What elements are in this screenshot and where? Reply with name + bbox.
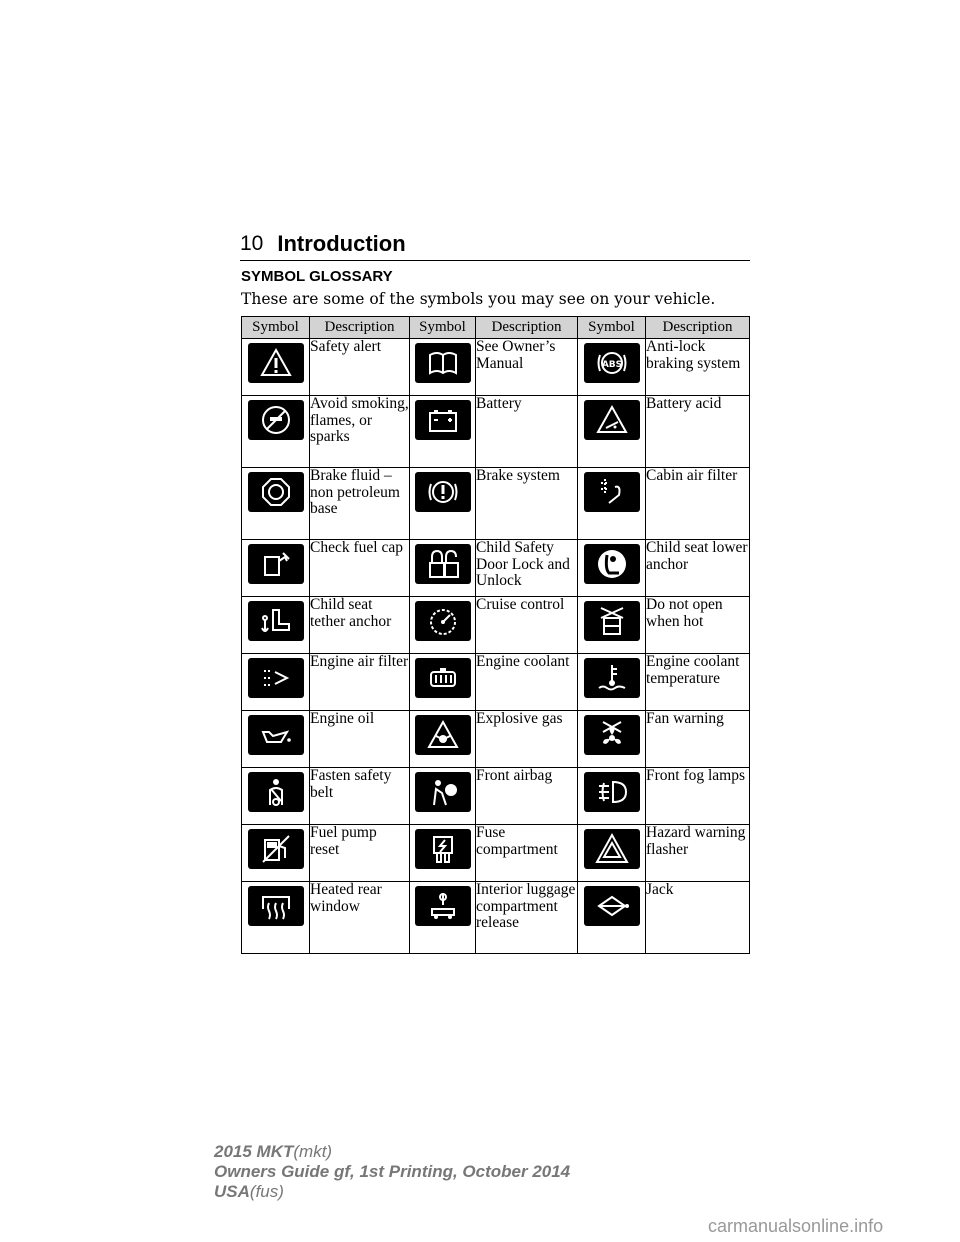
column-header: Description — [646, 317, 750, 339]
symbol-cell — [410, 597, 476, 654]
battery-icon — [415, 400, 471, 440]
page-footer — [214, 1142, 570, 1202]
brake-system-icon — [415, 472, 471, 512]
coolant-temperature-icon — [584, 658, 640, 698]
symbol-cell — [578, 882, 646, 954]
safety-alert-icon — [248, 343, 304, 383]
column-header: Description — [476, 317, 578, 339]
description-cell: Fuel pump reset — [310, 825, 410, 882]
engine-oil-icon — [248, 715, 304, 755]
symbol-cell — [410, 540, 476, 597]
description-cell: Cruise control — [476, 597, 578, 654]
airbag-icon — [415, 772, 471, 812]
child-seat-tether-icon — [248, 601, 304, 641]
svg-text:ABS: ABS — [601, 360, 622, 370]
hazard-icon — [584, 829, 640, 869]
column-header: Symbol — [578, 317, 646, 339]
seat-belt-icon — [248, 772, 304, 812]
table-row — [242, 597, 750, 654]
explosive-gas-icon — [415, 715, 471, 755]
symbol-cell — [410, 468, 476, 540]
description-cell: Child seat lower anchor — [646, 540, 750, 597]
symbol-cell — [242, 882, 310, 954]
fuel-pump-reset-icon — [248, 829, 304, 869]
description-cell: Fan warning — [646, 711, 750, 768]
table-header-row — [242, 317, 750, 339]
table-row — [242, 339, 750, 396]
description-cell: Child seat tether anchor — [310, 597, 410, 654]
symbol-cell — [578, 468, 646, 540]
symbol-cell — [578, 825, 646, 882]
symbol-cell — [242, 396, 310, 468]
symbol-cell — [578, 540, 646, 597]
column-header: Symbol — [410, 317, 476, 339]
symbol-cell — [242, 597, 310, 654]
description-cell: Cabin air filter — [646, 468, 750, 540]
description-cell: Avoid smoking, flames, or sparks — [310, 396, 410, 468]
table-row — [242, 654, 750, 711]
description-cell: Child Safety Door Lock and Unlock — [476, 540, 578, 597]
symbol-cell — [578, 396, 646, 468]
description-cell: Hazard warning flasher — [646, 825, 750, 882]
description-cell: Battery — [476, 396, 578, 468]
do-not-open-hot-icon — [584, 601, 640, 641]
child-seat-anchor-icon — [584, 544, 640, 584]
symbol-cell — [410, 711, 476, 768]
symbol-cell — [410, 396, 476, 468]
table-row — [242, 882, 750, 954]
description-cell: Front fog lamps — [646, 768, 750, 825]
table-row — [242, 711, 750, 768]
no-smoking-icon — [248, 400, 304, 440]
footer-region-code: (fus) — [249, 1182, 284, 1201]
description-cell: Do not open when hot — [646, 597, 750, 654]
symbol-cell — [410, 825, 476, 882]
symbol-cell — [578, 597, 646, 654]
symbol-cell — [242, 768, 310, 825]
description-cell: Engine oil — [310, 711, 410, 768]
cruise-control-icon — [415, 601, 471, 641]
table-row — [242, 540, 750, 597]
fuel-cap-icon — [248, 544, 304, 584]
description-cell: Fasten safety belt — [310, 768, 410, 825]
description-cell: Engine coolant temperature — [646, 654, 750, 711]
symbol-cell — [578, 711, 646, 768]
symbol-cell — [578, 339, 646, 396]
description-cell: Brake system — [476, 468, 578, 540]
cabin-air-filter-icon — [584, 472, 640, 512]
watermark: carmanualsonline.info — [708, 1216, 884, 1236]
column-header: Description — [310, 317, 410, 339]
column-header: Symbol — [242, 317, 310, 339]
symbol-cell — [242, 711, 310, 768]
page-header — [240, 230, 750, 261]
footer-guide: Owners Guide gf, 1st Printing, October 2014 — [214, 1162, 571, 1181]
description-cell: Battery acid — [646, 396, 750, 468]
symbol-glossary-table — [241, 316, 750, 954]
fan-warning-icon — [584, 715, 640, 755]
symbol-cell — [242, 540, 310, 597]
description-cell: Interior luggage compartment release — [476, 882, 578, 954]
symbol-cell — [410, 882, 476, 954]
table-row — [242, 768, 750, 825]
description-cell: Engine air filter — [310, 654, 410, 711]
footer-region: USA — [214, 1182, 250, 1201]
symbol-cell — [242, 468, 310, 540]
trunk-release-icon — [415, 886, 471, 926]
description-cell: See Owner’s Manual — [476, 339, 578, 396]
rear-defrost-icon — [248, 886, 304, 926]
owners-manual-icon — [415, 343, 471, 383]
engine-coolant-icon — [415, 658, 471, 698]
description-cell: Jack — [646, 882, 750, 954]
table-row — [242, 468, 750, 540]
page-number: 10 — [240, 232, 264, 255]
glossary-title: SYMBOL GLOSSARY — [241, 268, 393, 285]
symbol-cell — [578, 654, 646, 711]
battery-acid-icon — [584, 400, 640, 440]
intro-text: These are some of the symbols you may see on your vehicle. — [241, 290, 716, 308]
engine-air-filter-icon — [248, 658, 304, 698]
symbol-cell — [242, 339, 310, 396]
description-cell: Heated rear window — [310, 882, 410, 954]
footer-model-code: (mkt) — [293, 1142, 333, 1161]
fuse-icon — [415, 829, 471, 869]
fog-lamp-icon — [584, 772, 640, 812]
symbol-cell — [410, 654, 476, 711]
symbol-cell — [578, 768, 646, 825]
abs-icon — [584, 343, 640, 383]
footer-model: 2015 MKT — [214, 1142, 294, 1161]
symbol-cell — [242, 825, 310, 882]
section-title: Introduction — [277, 231, 406, 256]
description-cell: Front airbag — [476, 768, 578, 825]
description-cell: Brake fluid – non petroleum base — [310, 468, 410, 540]
description-cell: Fuse compartment — [476, 825, 578, 882]
symbol-cell — [242, 654, 310, 711]
description-cell: Safety alert — [310, 339, 410, 396]
description-cell: Engine coolant — [476, 654, 578, 711]
table-row — [242, 396, 750, 468]
description-cell: Check fuel cap — [310, 540, 410, 597]
brake-fluid-icon — [248, 472, 304, 512]
child-lock-icon — [415, 544, 471, 584]
symbol-cell — [410, 339, 476, 396]
jack-icon — [584, 886, 640, 926]
description-cell: Explosive gas — [476, 711, 578, 768]
table-row — [242, 825, 750, 882]
symbol-cell — [410, 768, 476, 825]
description-cell: Anti-lock braking system — [646, 339, 750, 396]
